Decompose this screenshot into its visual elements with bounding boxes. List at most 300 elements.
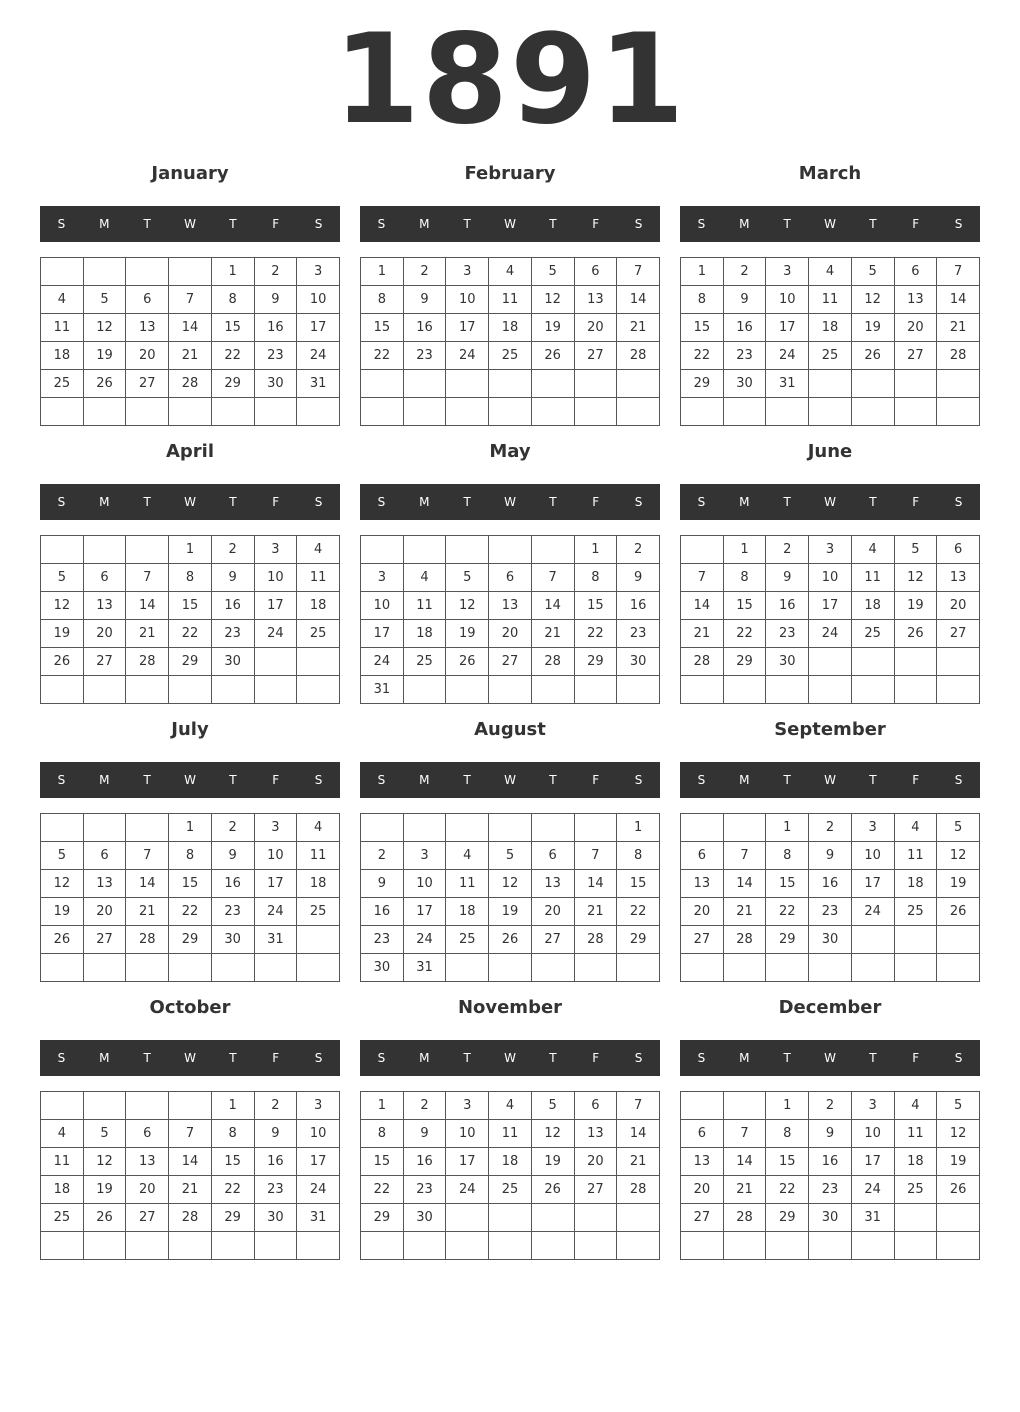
- day-cell: 8: [211, 286, 254, 314]
- day-cell: 10: [361, 592, 404, 620]
- day-cell: [489, 398, 532, 426]
- weekday-label: S: [954, 773, 963, 787]
- day-cell: 2: [254, 1092, 297, 1120]
- day-cell: 19: [894, 592, 937, 620]
- day-cell: 17: [403, 898, 446, 926]
- day-cell: [169, 398, 212, 426]
- day-cell: [297, 648, 340, 676]
- week-row: [681, 314, 980, 342]
- day-cell: 14: [126, 870, 169, 898]
- day-cell: [211, 954, 254, 982]
- day-cell: [937, 648, 980, 676]
- day-cell: [937, 954, 980, 982]
- day-cell: 11: [41, 1148, 84, 1176]
- day-cell: 16: [211, 870, 254, 898]
- day-cell: [531, 370, 574, 398]
- day-cell: 5: [531, 258, 574, 286]
- day-cell: 4: [809, 258, 852, 286]
- day-cell: [723, 1092, 766, 1120]
- day-cell: 31: [361, 676, 404, 704]
- day-cell: 15: [617, 870, 660, 898]
- day-cell: 3: [446, 1092, 489, 1120]
- week-row: [681, 842, 980, 870]
- day-cell: 4: [894, 814, 937, 842]
- day-cell: 29: [681, 370, 724, 398]
- day-cell: [41, 676, 84, 704]
- day-cell: 4: [489, 258, 532, 286]
- day-cell: 16: [211, 592, 254, 620]
- day-cell: 17: [851, 870, 894, 898]
- weekday-label: T: [143, 217, 151, 231]
- day-cell: 27: [937, 620, 980, 648]
- day-cell: 1: [574, 536, 617, 564]
- day-cell: 13: [126, 314, 169, 342]
- day-cell: 16: [403, 1148, 446, 1176]
- day-cell: 4: [851, 536, 894, 564]
- month-name: December: [778, 997, 882, 1018]
- day-cell: [851, 954, 894, 982]
- day-cell: [851, 398, 894, 426]
- day-cell: 29: [766, 1204, 809, 1232]
- day-cell: [809, 954, 852, 982]
- day-cell: [446, 814, 489, 842]
- week-row: [361, 286, 660, 314]
- day-cell: 13: [574, 286, 617, 314]
- day-cell: [489, 1232, 532, 1260]
- day-cell: 31: [254, 926, 297, 954]
- weekday-label: T: [463, 773, 471, 787]
- week-row: [681, 676, 980, 704]
- day-cell: 3: [361, 564, 404, 592]
- day-cell: 13: [894, 286, 937, 314]
- day-cell: 25: [809, 342, 852, 370]
- day-cell: 2: [403, 1092, 446, 1120]
- day-cell: [126, 676, 169, 704]
- day-cell: 3: [809, 536, 852, 564]
- day-cell: 25: [41, 1204, 84, 1232]
- day-cell: 12: [937, 842, 980, 870]
- day-cell: 26: [41, 648, 84, 676]
- weekday-label: S: [314, 217, 323, 231]
- weekday-label: S: [634, 495, 643, 509]
- day-cell: 14: [574, 870, 617, 898]
- day-cell: 7: [617, 258, 660, 286]
- day-cell: [211, 398, 254, 426]
- weekday-label: S: [954, 1051, 963, 1065]
- day-cell: 16: [809, 870, 852, 898]
- day-cell: 4: [41, 286, 84, 314]
- day-cell: 13: [681, 1148, 724, 1176]
- weekday-label: S: [697, 217, 706, 231]
- day-cell: 29: [169, 926, 212, 954]
- day-cell: 10: [297, 1120, 340, 1148]
- day-cell: 27: [83, 648, 126, 676]
- week-row: [681, 870, 980, 898]
- day-cell: 1: [169, 536, 212, 564]
- weekday-label: T: [549, 495, 557, 509]
- month-name: May: [489, 441, 531, 462]
- day-cell: 24: [297, 342, 340, 370]
- day-cell: 11: [489, 286, 532, 314]
- day-cell: [937, 926, 980, 954]
- weekday-label: F: [272, 773, 280, 787]
- day-cell: 30: [809, 1204, 852, 1232]
- day-cell: 8: [574, 564, 617, 592]
- weekday-label: W: [824, 1051, 836, 1065]
- week-row: [41, 1176, 340, 1204]
- day-cell: 22: [169, 620, 212, 648]
- week-row: [361, 1232, 660, 1260]
- day-cell: 17: [361, 620, 404, 648]
- weekday-label: F: [592, 217, 600, 231]
- weekday-label: S: [314, 495, 323, 509]
- day-cell: [617, 1232, 660, 1260]
- day-cell: 28: [723, 1204, 766, 1232]
- day-cell: [446, 676, 489, 704]
- day-cell: 27: [126, 370, 169, 398]
- day-cell: 30: [403, 1204, 446, 1232]
- day-cell: 9: [617, 564, 660, 592]
- day-cell: 21: [617, 1148, 660, 1176]
- day-cell: [446, 1232, 489, 1260]
- day-cell: 24: [809, 620, 852, 648]
- day-cell: [297, 1232, 340, 1260]
- day-cell: 25: [489, 1176, 532, 1204]
- week-row: [41, 620, 340, 648]
- day-cell: 5: [83, 286, 126, 314]
- day-cell: [169, 676, 212, 704]
- day-cell: 27: [489, 648, 532, 676]
- day-cell: 7: [169, 1120, 212, 1148]
- week-row: [361, 1092, 660, 1120]
- week-row: [361, 370, 660, 398]
- week-row: [361, 398, 660, 426]
- week-row: [361, 1176, 660, 1204]
- day-cell: 9: [766, 564, 809, 592]
- day-cell: [681, 814, 724, 842]
- month-name: August: [474, 719, 546, 740]
- day-cell: 16: [723, 314, 766, 342]
- weekday-header: [360, 484, 660, 520]
- weekday-label: T: [463, 217, 471, 231]
- day-cell: [894, 954, 937, 982]
- day-cell: [723, 954, 766, 982]
- day-cell: [681, 536, 724, 564]
- day-cell: 8: [211, 1120, 254, 1148]
- weekday-label: F: [592, 1051, 600, 1065]
- day-cell: [681, 398, 724, 426]
- week-row: [41, 370, 340, 398]
- day-cell: 24: [254, 620, 297, 648]
- day-cell: [41, 814, 84, 842]
- day-cell: 10: [446, 286, 489, 314]
- day-cell: 11: [809, 286, 852, 314]
- day-cell: 17: [446, 1148, 489, 1176]
- weekday-label: S: [57, 1051, 66, 1065]
- day-cell: 3: [403, 842, 446, 870]
- day-cell: 2: [403, 258, 446, 286]
- day-cell: 26: [489, 926, 532, 954]
- day-cell: 12: [937, 1120, 980, 1148]
- day-cell: 13: [126, 1148, 169, 1176]
- day-cell: 6: [489, 564, 532, 592]
- weekday-label: T: [549, 1051, 557, 1065]
- day-grid: [680, 257, 980, 426]
- day-cell: [297, 676, 340, 704]
- day-cell: 26: [83, 1204, 126, 1232]
- week-row: [41, 676, 340, 704]
- week-row: [681, 1232, 980, 1260]
- day-cell: 5: [489, 842, 532, 870]
- day-cell: 28: [531, 648, 574, 676]
- day-cell: 29: [361, 1204, 404, 1232]
- day-cell: [83, 814, 126, 842]
- day-cell: 5: [937, 1092, 980, 1120]
- day-cell: 28: [574, 926, 617, 954]
- weekday-label: M: [419, 217, 430, 231]
- day-cell: [937, 1232, 980, 1260]
- day-cell: 3: [254, 814, 297, 842]
- day-cell: [766, 676, 809, 704]
- day-cell: 8: [766, 1120, 809, 1148]
- day-cell: [574, 954, 617, 982]
- month-name: March: [798, 163, 862, 184]
- day-cell: 16: [254, 1148, 297, 1176]
- day-cell: 15: [766, 870, 809, 898]
- weekday-label: T: [869, 495, 877, 509]
- day-cell: 8: [169, 564, 212, 592]
- day-cell: 2: [361, 842, 404, 870]
- day-cell: 4: [297, 814, 340, 842]
- week-row: [41, 842, 340, 870]
- weekday-label: T: [783, 1051, 791, 1065]
- day-cell: 3: [254, 536, 297, 564]
- day-cell: 9: [361, 870, 404, 898]
- weekday-label: T: [229, 773, 237, 787]
- weekday-header: [360, 1040, 660, 1076]
- day-cell: 1: [169, 814, 212, 842]
- day-cell: [126, 536, 169, 564]
- day-cell: 19: [531, 1148, 574, 1176]
- weekday-label: W: [184, 1051, 196, 1065]
- day-cell: [126, 258, 169, 286]
- week-row: [681, 926, 980, 954]
- weekday-label: S: [697, 495, 706, 509]
- day-cell: 9: [211, 842, 254, 870]
- week-row: [681, 898, 980, 926]
- day-cell: 17: [297, 1148, 340, 1176]
- week-row: [681, 814, 980, 842]
- weekday-label: W: [504, 495, 516, 509]
- day-cell: 16: [617, 592, 660, 620]
- day-cell: 1: [211, 1092, 254, 1120]
- weekday-label: F: [272, 495, 280, 509]
- weekday-label: S: [57, 495, 66, 509]
- day-cell: 31: [403, 954, 446, 982]
- week-row: [41, 1092, 340, 1120]
- day-cell: 23: [254, 1176, 297, 1204]
- day-cell: 1: [766, 814, 809, 842]
- day-cell: 17: [809, 592, 852, 620]
- weekday-label: S: [634, 773, 643, 787]
- day-cell: [83, 954, 126, 982]
- day-cell: [574, 1204, 617, 1232]
- day-cell: 10: [297, 286, 340, 314]
- weekday-label: F: [912, 1051, 920, 1065]
- day-cell: 5: [83, 1120, 126, 1148]
- day-cell: 26: [531, 342, 574, 370]
- day-cell: [809, 370, 852, 398]
- day-cell: 8: [169, 842, 212, 870]
- day-cell: [489, 954, 532, 982]
- day-cell: [489, 814, 532, 842]
- day-cell: [681, 676, 724, 704]
- day-cell: 17: [446, 314, 489, 342]
- day-cell: [361, 814, 404, 842]
- day-cell: 31: [766, 370, 809, 398]
- day-grid: [360, 1091, 660, 1260]
- day-cell: 13: [681, 870, 724, 898]
- day-cell: 2: [809, 1092, 852, 1120]
- day-cell: 27: [531, 926, 574, 954]
- day-cell: 17: [297, 314, 340, 342]
- weekday-label: W: [824, 773, 836, 787]
- month-name: July: [171, 719, 209, 740]
- weekday-label: F: [912, 495, 920, 509]
- day-cell: 4: [403, 564, 446, 592]
- day-cell: 19: [41, 898, 84, 926]
- day-cell: 12: [41, 592, 84, 620]
- day-cell: 1: [361, 258, 404, 286]
- day-cell: [403, 1232, 446, 1260]
- day-cell: 22: [574, 620, 617, 648]
- day-cell: 9: [254, 1120, 297, 1148]
- day-grid: [680, 1091, 980, 1260]
- week-row: [681, 286, 980, 314]
- day-cell: 12: [83, 314, 126, 342]
- day-cell: 18: [894, 870, 937, 898]
- day-cell: 7: [126, 564, 169, 592]
- day-cell: 20: [531, 898, 574, 926]
- day-cell: [361, 398, 404, 426]
- day-cell: 5: [446, 564, 489, 592]
- day-cell: [851, 1232, 894, 1260]
- day-cell: 24: [254, 898, 297, 926]
- day-cell: 25: [403, 648, 446, 676]
- day-cell: [894, 370, 937, 398]
- day-cell: [83, 676, 126, 704]
- week-row: [361, 592, 660, 620]
- week-row: [361, 1120, 660, 1148]
- weekday-label: T: [783, 217, 791, 231]
- day-cell: 14: [617, 286, 660, 314]
- day-cell: 9: [403, 1120, 446, 1148]
- weekday-label: W: [184, 773, 196, 787]
- day-cell: 14: [681, 592, 724, 620]
- day-cell: [894, 1232, 937, 1260]
- day-cell: 24: [403, 926, 446, 954]
- weekday-label: T: [229, 495, 237, 509]
- day-cell: 7: [531, 564, 574, 592]
- weekday-label: T: [143, 495, 151, 509]
- day-cell: [41, 954, 84, 982]
- day-cell: [41, 258, 84, 286]
- day-cell: [83, 258, 126, 286]
- day-cell: 21: [723, 1176, 766, 1204]
- day-cell: [489, 536, 532, 564]
- weekday-label: M: [99, 1051, 110, 1065]
- day-cell: 14: [617, 1120, 660, 1148]
- day-cell: [894, 1204, 937, 1232]
- day-cell: 18: [489, 1148, 532, 1176]
- weekday-header: [680, 206, 980, 242]
- day-cell: 7: [169, 286, 212, 314]
- day-cell: 7: [937, 258, 980, 286]
- day-cell: 10: [851, 1120, 894, 1148]
- week-row: [361, 1148, 660, 1176]
- day-cell: 13: [489, 592, 532, 620]
- day-cell: 25: [297, 620, 340, 648]
- day-cell: 19: [489, 898, 532, 926]
- day-cell: [83, 536, 126, 564]
- day-cell: 23: [403, 1176, 446, 1204]
- day-cell: [851, 648, 894, 676]
- day-cell: [531, 536, 574, 564]
- day-cell: 1: [681, 258, 724, 286]
- day-cell: 25: [41, 370, 84, 398]
- day-cell: 12: [531, 1120, 574, 1148]
- day-cell: 30: [766, 648, 809, 676]
- day-cell: 21: [169, 342, 212, 370]
- day-cell: [531, 1232, 574, 1260]
- day-cell: 30: [809, 926, 852, 954]
- day-cell: [531, 954, 574, 982]
- day-cell: 21: [126, 620, 169, 648]
- weekday-label: T: [229, 1051, 237, 1065]
- weekday-label: T: [869, 1051, 877, 1065]
- weekday-label: T: [463, 1051, 471, 1065]
- day-cell: 7: [723, 1120, 766, 1148]
- day-cell: [403, 398, 446, 426]
- day-cell: 15: [211, 1148, 254, 1176]
- day-cell: 28: [169, 370, 212, 398]
- day-cell: [574, 814, 617, 842]
- day-cell: 26: [937, 1176, 980, 1204]
- weekday-label: S: [377, 1051, 386, 1065]
- week-row: [41, 898, 340, 926]
- day-cell: 20: [681, 1176, 724, 1204]
- day-cell: [937, 676, 980, 704]
- day-cell: 9: [809, 842, 852, 870]
- day-cell: 4: [297, 536, 340, 564]
- week-row: [41, 870, 340, 898]
- day-cell: 2: [809, 814, 852, 842]
- day-cell: 22: [211, 1176, 254, 1204]
- day-cell: 13: [531, 870, 574, 898]
- week-row: [681, 620, 980, 648]
- day-cell: [766, 954, 809, 982]
- day-cell: 23: [254, 342, 297, 370]
- day-cell: 21: [531, 620, 574, 648]
- day-cell: [361, 370, 404, 398]
- day-cell: 4: [894, 1092, 937, 1120]
- day-cell: 19: [937, 870, 980, 898]
- day-cell: [126, 1232, 169, 1260]
- week-row: [681, 342, 980, 370]
- weekday-label: S: [634, 217, 643, 231]
- day-cell: 6: [126, 1120, 169, 1148]
- week-row: [41, 814, 340, 842]
